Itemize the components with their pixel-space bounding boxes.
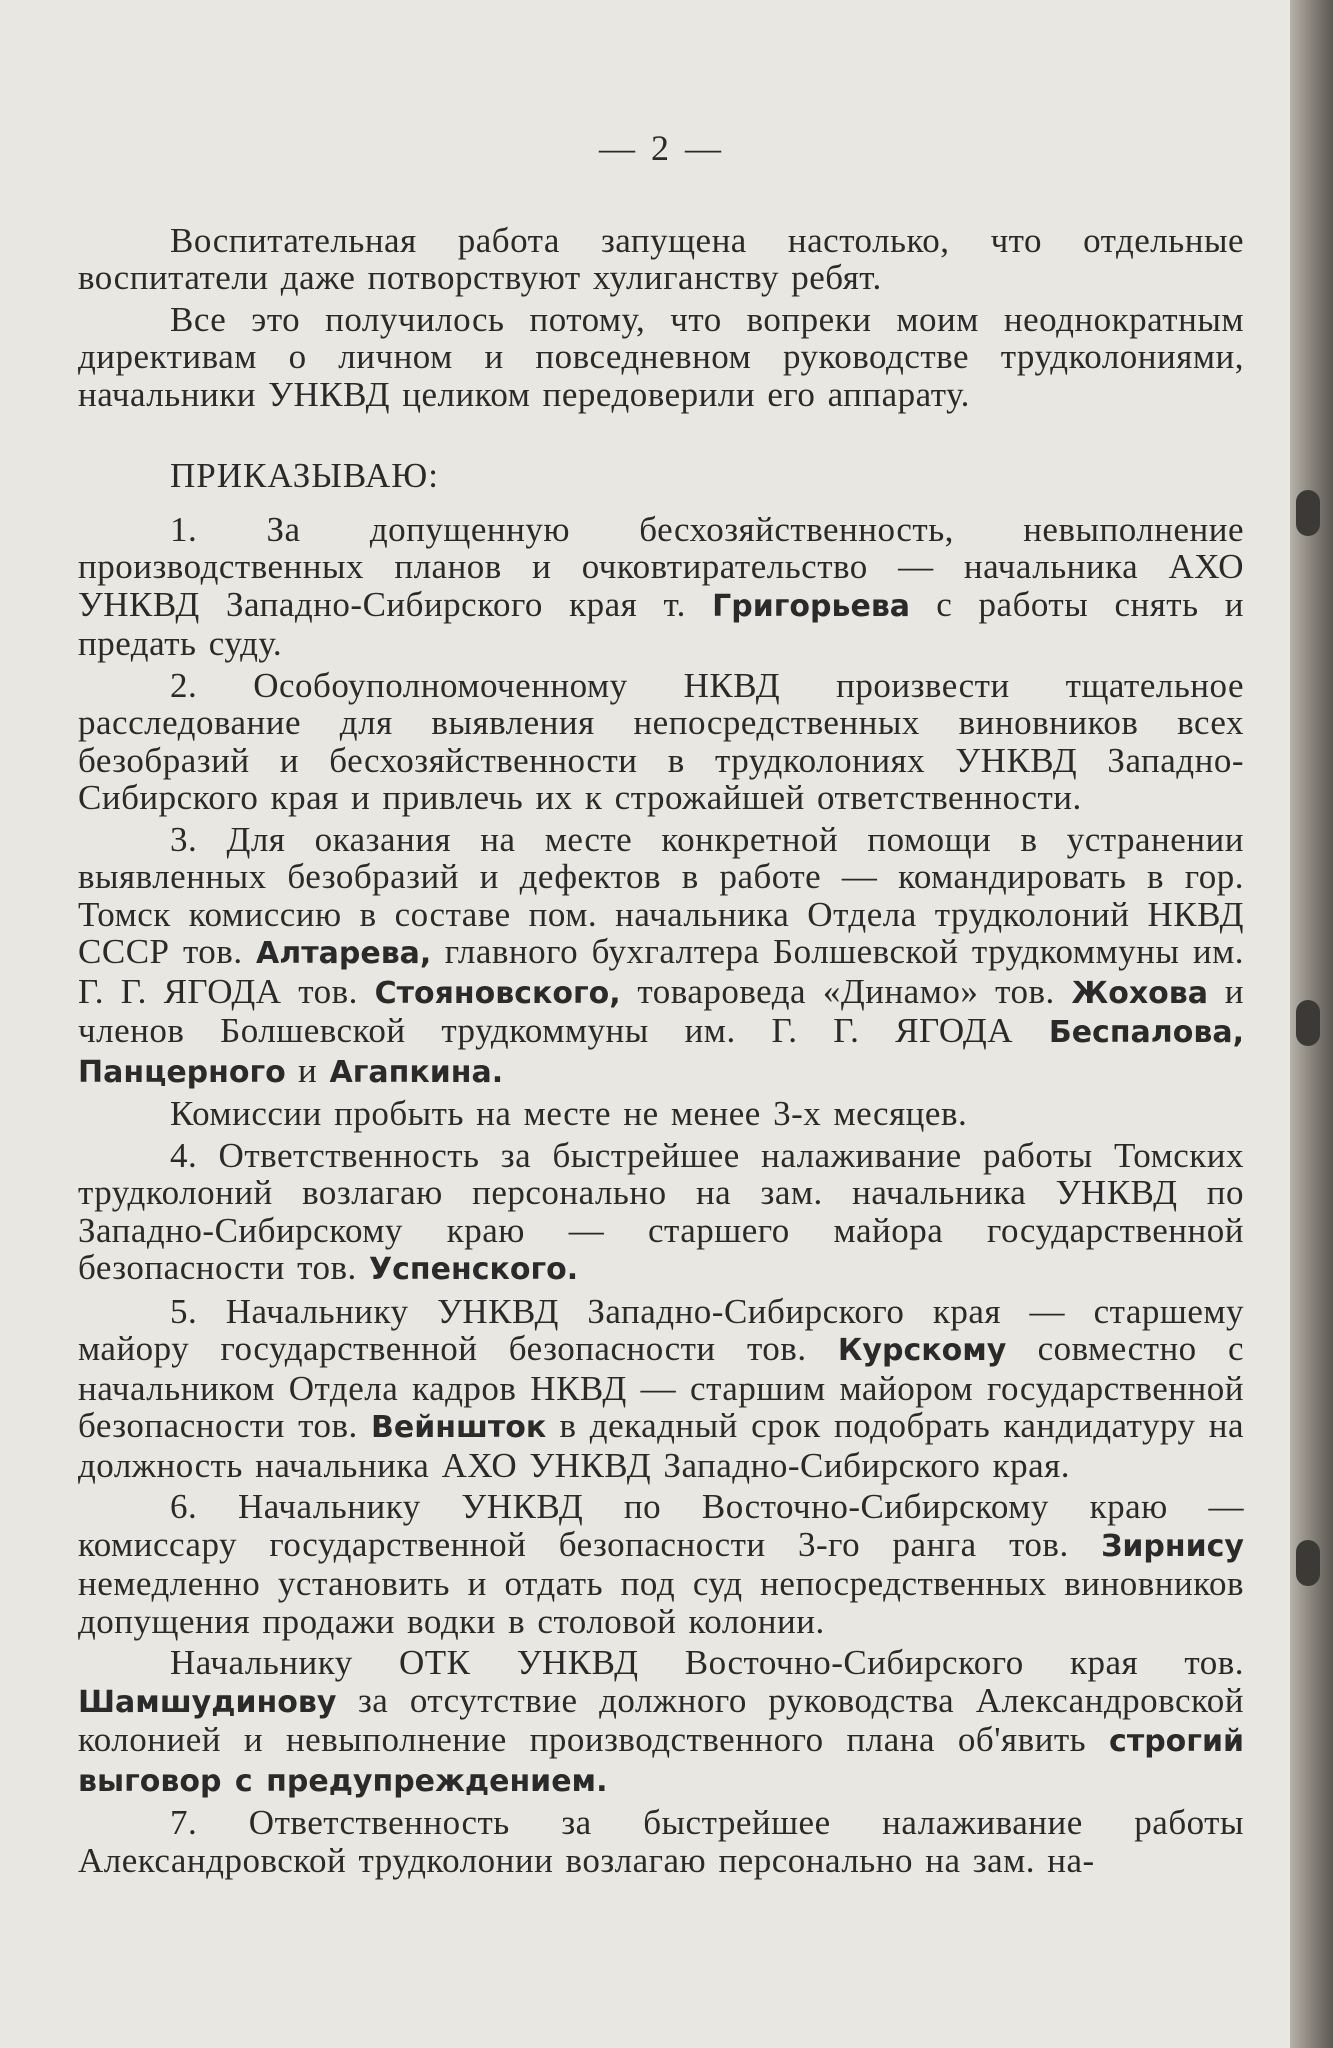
order-item-2: 2. Особоуполномоченному НКВД произвести тщательное расследование для выявления непосредственных виновников всех безобразий и бесхозяйственности в трудколониях УНКВД Западно-Сибирского края и привлечь их к строжайшей ответственности.: [78, 665, 1244, 817]
item-5-name-veinshtok: Вейншток: [371, 1410, 547, 1445]
item-1-name-grigoryev: Григорьева: [712, 588, 911, 624]
item-6-text-b: немедленно установить и отдать под суд непосредственных виновников допущения продажи водки в столовой колонии.: [78, 1564, 1244, 1641]
item-5-name-kursky: Курскому: [837, 1333, 1007, 1368]
item-1-text-b: с работы снять и предать суду.: [78, 584, 1245, 663]
order-item-1: [78, 511, 1244, 663]
item-6-extra-text-a: Начальнику ОТК УНКВД Восточно-Сибирского края тов.: [170, 1643, 1244, 1682]
item-3-text-c: товароведа «Динамо» тов.: [637, 971, 1055, 1011]
item-5-text-a: 5. Начальнику УНКВД Западно-Сибирского края — старшему майору государственной безопасности тов.: [78, 1291, 1244, 1368]
item-6-name-zirnis: Зирнису: [1101, 1528, 1244, 1564]
item-6-extra-reprimand: строгий выговор с предупреждением.: [78, 1724, 1245, 1799]
item-6-extra-name-shamshudinov: Шамшудинову: [78, 1684, 337, 1720]
item-6-text-a: 6. Начальнику УНКВД по Восточно-Сибирскому краю — комиссару государственной безопасности 3-го ранга тов.: [78, 1487, 1244, 1564]
order-item-6: [78, 1488, 1244, 1640]
intro-paragraph-1: Воспитательная работа запущена настолько, что отдельные воспитатели даже потворствуют хулиганству ребят.: [78, 220, 1244, 297]
binding-hole-middle: [1296, 1000, 1320, 1046]
item-3-name-zhokhov: Жохова: [1071, 975, 1209, 1011]
item-1-text-a: 1. За допущенную бесхозяйственность, невыполнение производственных планов и очковтирательство — начальника АХО УНКВД Западно-Сибирского края т.: [78, 509, 1244, 624]
item-4-name-uspensky: Успенского.: [369, 1252, 579, 1287]
order-item-5: [78, 1293, 1244, 1485]
item-3-name-stoyanovsky: Стояновского,: [374, 975, 621, 1011]
item-3-name-bespalov-pantserny: Беспалова, Панцерного: [78, 1015, 1245, 1090]
intro-paragraph-2: Все это получилось потому, что вопреки моим неоднократным директивам о личном и повседневном руководстве трудколониями, начальники УНКВД целиком передоверили его аппарату.: [78, 299, 1244, 414]
binding-hole-bottom: [1296, 1540, 1320, 1586]
order-heading: ПРИКАЗЫВАЮ:: [170, 456, 439, 495]
item-3-text-d: и членов Болшевской трудкоммуны им. Г. Г. ЯГОДА: [78, 971, 1245, 1050]
item-3-text-e: и: [298, 1050, 318, 1090]
item-5-text-b: совместно с начальником Отдела кадров НКВД — старшим майором государственной безопасности тов.: [78, 1329, 1245, 1445]
item-4-text-a: 4. Ответственность за быстрейшее налаживание работы Томских трудколоний возлагаю персонально на зам. начальника УНКВД по Западно-Сибирскому краю — старшего майора государственной безопасности тов.: [78, 1135, 1244, 1287]
order-item-3-note: Комиссии пробыть на месте не менее 3-х месяцев.: [170, 1094, 968, 1133]
item-6-extra-text-b: за отсутствие должного руководства Александровской колонией и невыполнение производственного плана об'явить: [78, 1680, 1245, 1759]
item-3-text-b: главного бухгалтера Болшевской трудкоммуны им. Г. Г. ЯГОДА тов.: [78, 932, 1244, 1011]
order-item-7: 7. Ответственность за быстрейшее налаживание работы Александровской трудколонии возлагаю персонально на зам. на-: [78, 1803, 1244, 1880]
item-5-text-c: в декадный срок подобрать кандидатуру на должность начальника АХО УНКВД Западно-Сибирского края.: [78, 1406, 1245, 1485]
order-item-4: [78, 1137, 1244, 1289]
document-body: [78, 130, 1244, 1883]
order-item-6-extra: [78, 1644, 1244, 1800]
order-item-3: [78, 821, 1244, 1092]
page-number: — 2 —: [599, 128, 723, 168]
item-3-text-a: 3. Для оказания на месте конкретной помощи в устранении выявленных безобразий и дефектов в работе — командировать в гор. Томск комиссию в составе пом. начальника Отдела трудколоний НКВД СССР тов.: [78, 819, 1244, 971]
binding-hole-top: [1296, 490, 1320, 536]
item-3-name-altarev: Алтарева,: [256, 936, 432, 971]
item-3-name-agapkin: Агапкина.: [329, 1054, 504, 1090]
